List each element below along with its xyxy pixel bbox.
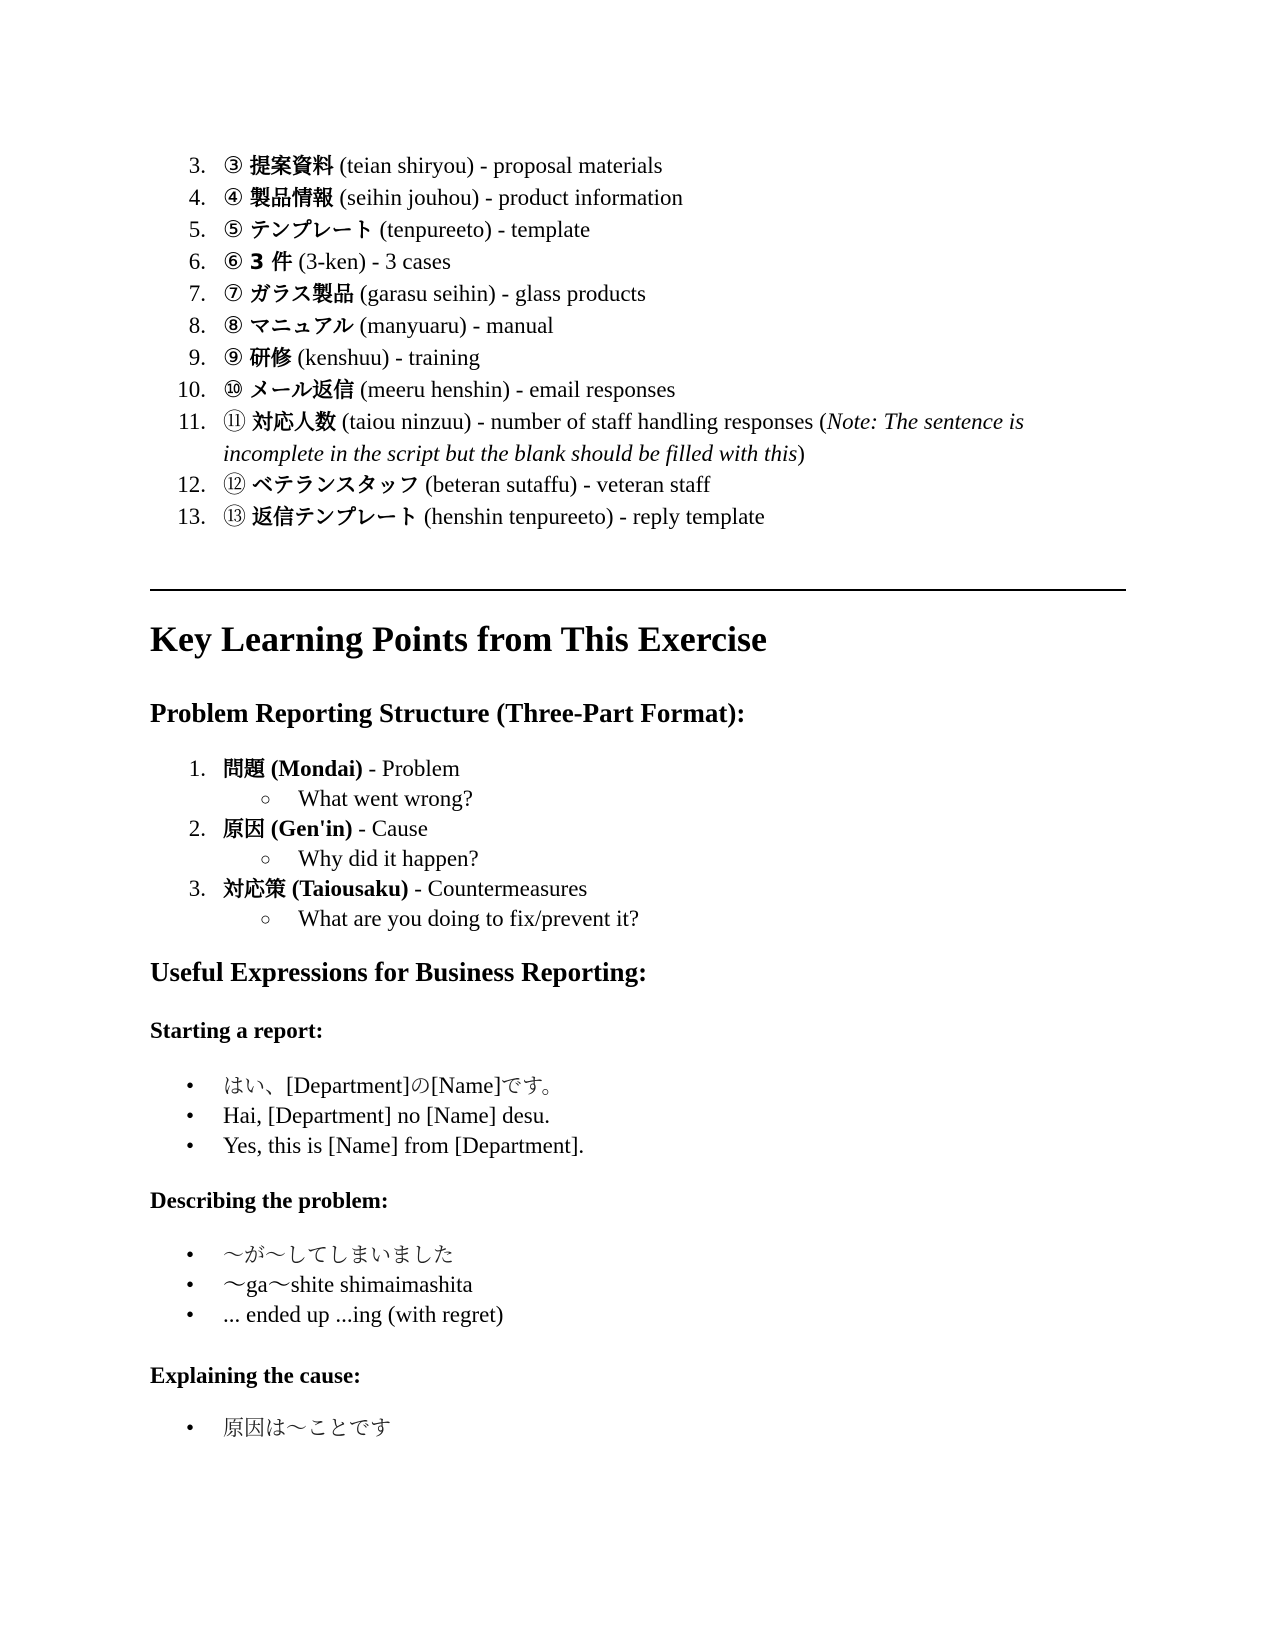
circle-bullet-icon: ○ [260, 789, 271, 809]
japanese-term: 原因 [223, 817, 265, 841]
list-item-text: Yes, this is [Name] from [Department]. [223, 1133, 585, 1158]
sub-item-text: What went wrong? [298, 786, 473, 811]
explaining-heading: Explaining the cause: [150, 1363, 361, 1388]
item-number: 5. [188, 217, 206, 242]
japanese-term: 製品情報 [249, 186, 334, 210]
term-meaning: - Cause [352, 816, 428, 841]
romaji-term: (Gen'in) [265, 816, 353, 841]
circled-number: ⑪ [223, 409, 246, 434]
list-item-text: 〜ga〜shite shimaimashita [223, 1272, 473, 1297]
circled-number: ⑩ [223, 377, 244, 402]
term-meaning: - Countermeasures [408, 876, 588, 901]
bullet-icon: • [186, 1133, 195, 1158]
japanese-term: 提案資料 [249, 154, 334, 178]
vocab-item [150, 469, 1125, 501]
vocab-definition: (kenshuu) - training [291, 345, 481, 370]
vocab-item [150, 501, 1125, 533]
bullet-icon: • [186, 1073, 195, 1098]
vocab-definition: (manyuaru) - manual [353, 313, 554, 338]
vocab-definition: (3-ken) - 3 cases [292, 249, 451, 274]
item-number: 8. [188, 313, 206, 338]
japanese-term: 対応人数 [252, 410, 336, 434]
vocabulary-list [150, 150, 1125, 533]
vocab-item [150, 406, 1125, 469]
circled-number: ⑨ [223, 345, 244, 370]
placeholder-text: [Name] [430, 1073, 502, 1098]
item-number: 1. [188, 756, 206, 781]
vocab-definition: (henshin tenpureeto) - reply template [418, 504, 765, 529]
structure-item [150, 754, 639, 814]
vocab-item [150, 182, 1125, 214]
item-number: 7. [188, 281, 206, 306]
item-number: 13. [177, 504, 206, 529]
structure-item [150, 874, 639, 934]
sub-item [150, 904, 639, 934]
italic-note: Note: The sentence is incomplete in the script but the blank should be filled with this [223, 409, 1025, 466]
bullet-icon: • [186, 1415, 195, 1440]
sub-item [150, 844, 639, 874]
list-item [150, 1413, 391, 1443]
bullet-icon: • [186, 1103, 195, 1128]
item-number: 11. [178, 409, 206, 434]
describing-list [150, 1240, 503, 1330]
item-number: 3. [188, 153, 206, 178]
list-item [150, 1071, 584, 1101]
japanese-text: 〜が〜してしまいました [223, 1243, 454, 1267]
circled-number: ⑬ [223, 504, 246, 529]
circle-bullet-icon: ○ [260, 849, 271, 869]
bullet-icon: • [186, 1242, 195, 1267]
bullet-icon: • [186, 1302, 195, 1327]
vocab-definition: (seihin jouhou) - product information [333, 185, 684, 210]
japanese-term: 対応策 [223, 877, 286, 901]
japanese-text: です。 [501, 1074, 563, 1098]
explaining-list [150, 1413, 391, 1443]
vocab-definition: (beteran sutaffu) - veteran staff [419, 472, 711, 497]
list-item-text: ... ended up ...ing (with regret) [223, 1302, 504, 1327]
vocab-definition: (garasu seihin) - glass products [354, 281, 646, 306]
japanese-term: ベテランスタッフ [252, 473, 420, 497]
vocab-item [150, 278, 1125, 310]
japanese-term: ガラス製品 [249, 282, 354, 306]
vocab-definition: (taiou ninzuu) - number of staff handling responses ( [336, 409, 827, 434]
romaji-term: (Taiousaku) [286, 876, 409, 901]
horizontal-rule [150, 589, 1126, 591]
vocab-definition: (tenpureeto) - template [373, 217, 591, 242]
japanese-term: テンプレート [249, 218, 374, 242]
list-item [150, 1131, 584, 1161]
structure-item [150, 814, 639, 874]
circled-number: ⑥ [223, 249, 244, 274]
romaji-term: (Mondai) [265, 756, 363, 781]
japanese-text: はい、 [223, 1074, 286, 1098]
vocab-item [150, 214, 1125, 246]
japanese-text: 原因は〜ことです [223, 1416, 391, 1440]
item-number: 10. [177, 377, 206, 402]
vocab-item [150, 342, 1125, 374]
list-item [150, 1101, 584, 1131]
sub-item [150, 784, 639, 814]
item-number: 12. [177, 472, 206, 497]
sub-item-text: What are you doing to fix/prevent it? [298, 906, 640, 931]
circled-number: ⑤ [223, 217, 244, 242]
japanese-term: 研修 [249, 346, 292, 370]
circled-number: ⑦ [223, 281, 244, 306]
bullet-icon: • [186, 1272, 195, 1297]
placeholder-text: [Department] [286, 1073, 410, 1098]
vocab-item [150, 374, 1125, 406]
vocab-definition: (teian shiryou) - proposal materials [333, 153, 663, 178]
circled-number: ④ [223, 185, 244, 210]
list-item [150, 1270, 503, 1300]
vocab-item [150, 150, 1125, 182]
japanese-term: 返信テンプレート [252, 505, 419, 529]
structure-heading: Problem Reporting Structure (Three-Part Format): [150, 698, 746, 728]
item-number: 9. [188, 345, 206, 370]
vocab-definition: (meeru henshin) - email responses [354, 377, 676, 402]
item-number: 4. [188, 185, 206, 210]
sub-item-text: Why did it happen? [298, 846, 479, 871]
list-item-text: Hai, [Department] no [Name] desu. [223, 1103, 550, 1128]
starting-list [150, 1071, 584, 1161]
item-number: 2. [188, 816, 206, 841]
note-close-paren: ) [797, 441, 805, 466]
list-item [150, 1300, 503, 1330]
japanese-term: メール返信 [249, 378, 355, 402]
japanese-term: マニュアル [249, 314, 354, 338]
vocab-item [150, 246, 1125, 278]
term-meaning: - Problem [362, 756, 460, 781]
item-number: 3. [188, 876, 206, 901]
circled-number: ⑫ [223, 472, 246, 497]
circled-number: ③ [223, 153, 244, 178]
circle-bullet-icon: ○ [260, 909, 271, 929]
structure-list [150, 754, 639, 934]
japanese-term: 3 件 [249, 250, 293, 274]
japanese-term: 問題 [223, 757, 265, 781]
main-heading: Key Learning Points from This Exercise [150, 619, 767, 659]
item-number: 6. [188, 249, 206, 274]
vocab-item [150, 310, 1125, 342]
japanese-text: の [409, 1074, 431, 1098]
circled-number: ⑧ [223, 313, 244, 338]
describing-heading: Describing the problem: [150, 1188, 389, 1213]
expressions-heading: Useful Expressions for Business Reporting: [150, 957, 648, 987]
starting-heading: Starting a report: [150, 1018, 324, 1043]
list-item [150, 1240, 503, 1270]
